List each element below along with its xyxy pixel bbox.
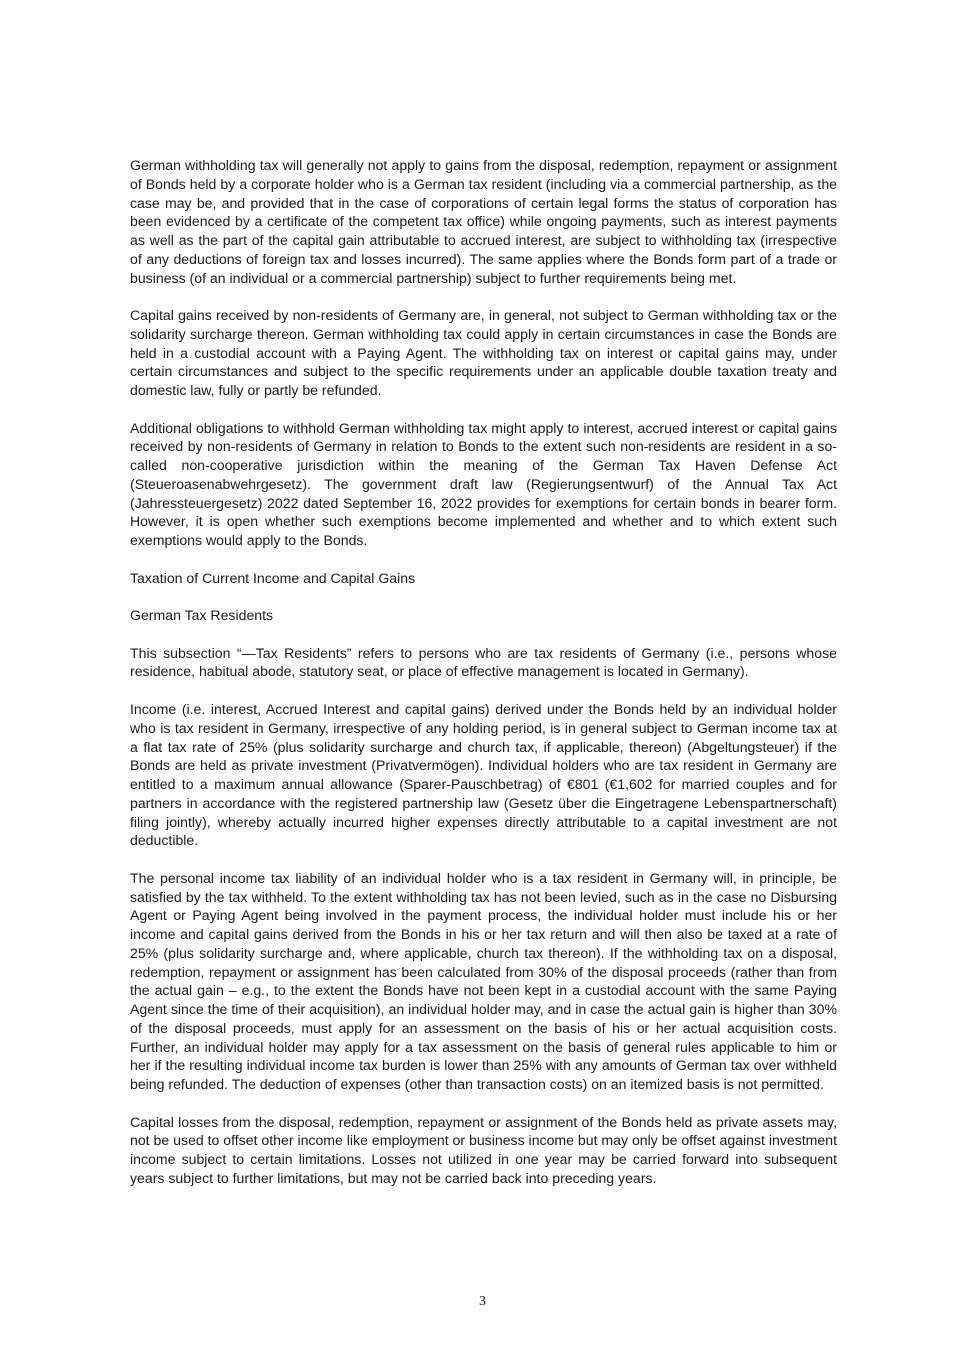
paragraph-additional-obligations: Additional obligations to withhold German withholding tax might apply to interest, accrued interest or capital gains received by non-residents of Germany in relation to Bonds to the extent such non-residents are resident in a so-called non-cooperative jurisdiction within the meaning of the German Tax Haven Defense Act (Steueroasenabwehrgesetz). The government draft law (Regierungsentwurf) of the Annual Tax Act (Jahressteuergesetz) 2022 dated September 16, 2022 provides for exemptions for certain bonds in bearer form. However, it is open whether such exemptions become implemented and whether and to which extent such exemptions would apply to the Bonds.	[130, 419, 837, 549]
document-body	[130, 156, 837, 1206]
section-heading-taxation: Taxation of Current Income and Capital Gains	[130, 569, 416, 586]
paragraph-income-flat-tax: Income (i.e. interest, Accrued Interest and capital gains) derived under the Bonds held by an individual holder who is tax resident in Germany, irrespective of any holding period, is in general subject to German income tax at a flat tax rate of 25% (plus solidarity surcharge and church tax, if applicable, thereon) (Abgeltungsteuer) if the Bonds are held as private investment (Privatvermögen). Individual holders who are tax resident in Germany are entitled to a maximum annual allowance (Sparer-Pauschbetrag) of €801 (€1,602 for married couples and for partners in accordance with the registered partnership law (Gesetz über die Eingetragene Lebenspartnerschaft) filing jointly), whereby actually incurred higher expenses directly attributable to a capital investment are not deductible.	[130, 701, 837, 849]
paragraph-personal-income-tax-liability: The personal income tax liability of an individual holder who is a tax resident in Germany will, in principle, be satisfied by the tax withheld. To the extent withholding tax has not been levied, such as in the case no Disbursing Agent or Paying Agent being involved in the payment process, the individual holder must include his or her income and capital gains derived from the Bonds in his or her tax return and will then also be taxed at a rate of 25% (plus solidarity surcharge and, where applicable, church tax thereon). If the withholding tax on a disposal, redemption, repayment or assignment has been calculated from 30% of the disposal proceeds (rather than from the actual gain – e.g., to the extent the Bonds have not been kept in a custodial account with the same Paying Agent since the time of their acquisition), an individual holder may, and in case the actual gain is higher than 30% of the disposal proceeds, must apply for an assessment on the basis of his or her actual acquisition costs. Further, an individual holder may apply for a tax assessment on the basis of general rules applicable to him or her if the resulting individual income tax burden is lower than 25% with any amounts of German tax over withheld being refunded. The deduction of expenses (other than transaction costs) on an itemized basis is not permitted.	[130, 869, 837, 1093]
paragraph-corporate-holder: German withholding tax will generally not apply to gains from the disposal, redemption, repayment or assignment of Bonds held by a corporate holder who is a German tax resident (including via a commercial partnership, as the case may be, and provided that in the case of corporations of certain legal forms the status of corporation has been evidenced by a certificate of the competent tax office) while ongoing payments, such as interest payments as well as the part of the capital gain attributable to accrued interest, are subject to withholding tax (irrespective of any deductions of foreign tax and losses incurred). The same applies where the Bonds form part of a trade or business (of an individual or a commercial partnership) subject to further requirements being met.	[130, 157, 837, 286]
paragraph-capital-losses: Capital losses from the disposal, redemption, repayment or assignment of the Bonds held as private assets may, not be used to offset other income like employment or business income but may only be offset against investment income subject to certain limitations. Losses not utilized in one year may be carried forward into subsequent years subject to further limitations, but may not be carried back into preceding years.	[130, 1113, 837, 1186]
paragraph-non-residents-capital-gains: Capital gains received by non-residents of Germany are, in general, not subject to German withholding tax or the solidarity surcharge thereon. German withholding tax could apply in certain circumstances in case the Bonds are held in a custodial account with a Paying Agent. The withholding tax on interest or capital gains may, under certain circumstances and subject to the specific requirements under an applicable double taxation treaty and domestic law, fully or partly be refunded.	[130, 307, 837, 399]
page-number: 3	[479, 1294, 486, 1309]
subsection-heading-german-tax-residents: German Tax Residents	[130, 607, 274, 624]
paragraph-tax-residents-definition: This subsection “—Tax Residents” refers to persons who are tax residents of Germany (i.e., persons whose residence, habitual abode, statutory seat, or place of effective management is located in Germany).	[130, 644, 837, 680]
